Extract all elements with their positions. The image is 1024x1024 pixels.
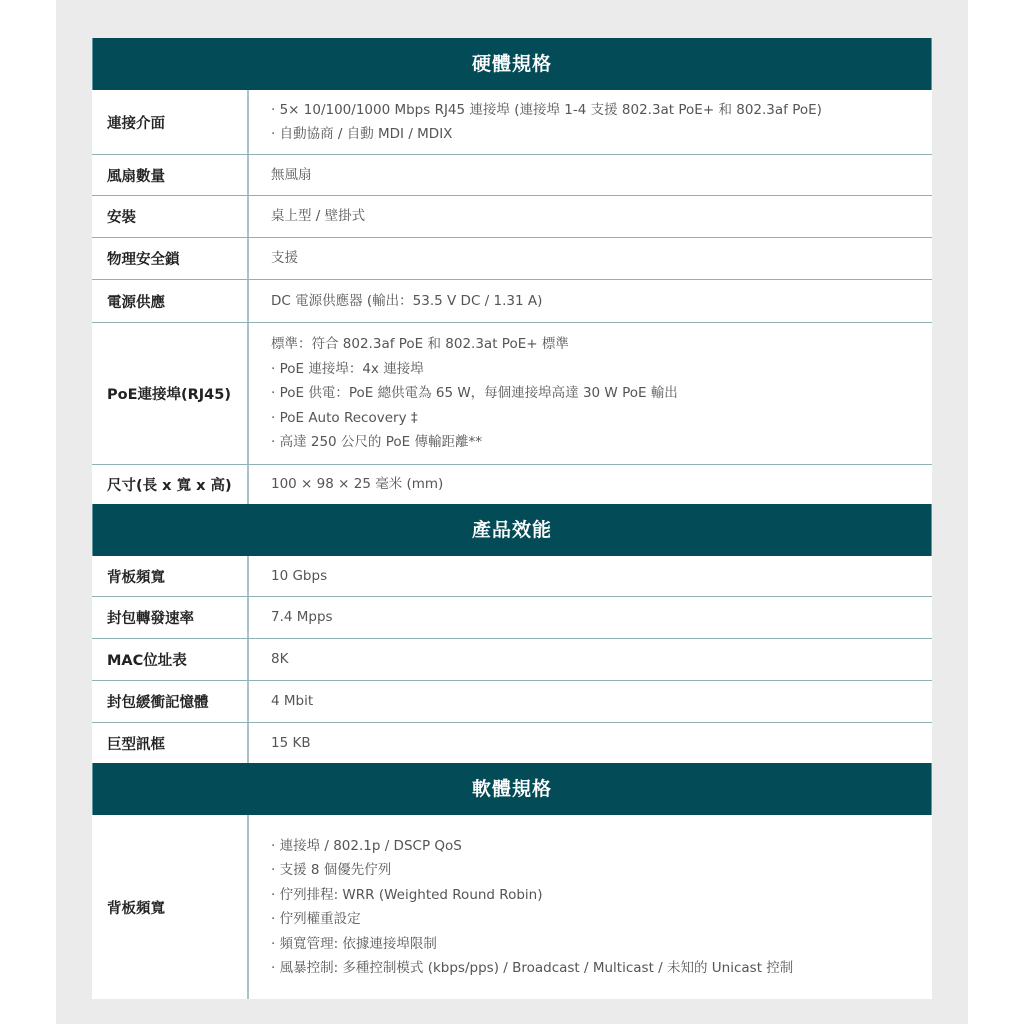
value-line: · PoE 供電：PoE 總供電為 65 W，每個連接埠高達 30 W PoE 輸出 (271, 385, 678, 402)
value-line: DC 電源供應器 (輸出：53.5 V DC / 1.31 A) (271, 292, 543, 309)
section-header-hardware: 硬體規格 (92, 38, 932, 90)
value-line: · 佇列排程: WRR (Weighted Round Robin) (271, 886, 543, 903)
value-line: 8K (271, 651, 289, 668)
value-line: · 佇列權重設定 (271, 911, 361, 927)
table-row-poe (92, 323, 932, 465)
section-header-software: 軟體規格 (92, 763, 932, 815)
value-line: 標準：符合 802.3af PoE 和 802.3at PoE+ 標準 (271, 336, 569, 353)
value-line: 100 × 98 × 25 毫米 (mm) (271, 476, 444, 493)
row-label: 風扇數量 (92, 155, 249, 195)
value-line: 15 KB (271, 734, 311, 751)
value-line: · 支援 8 個優先佇列 (271, 862, 392, 878)
value-line: · PoE 連接埠：4x 連接埠 (271, 360, 424, 377)
value-line: 無風扇 (271, 166, 312, 183)
value-line: 支援 (271, 250, 298, 267)
table-row-fans (92, 155, 932, 196)
value-line: · 高達 250 公尺的 PoE 傳輸距離** (271, 434, 482, 451)
row-value (249, 465, 932, 504)
row-label: 封包轉發速率 (92, 597, 249, 638)
table-row-jumbo-frame (92, 723, 932, 763)
value-line: · PoE Auto Recovery ‡ (271, 409, 418, 426)
row-value (249, 323, 932, 464)
row-label: 物理安全鎖 (92, 238, 249, 279)
row-value (249, 238, 932, 279)
row-value (249, 597, 932, 638)
section-header-performance: 產品效能 (92, 504, 932, 556)
row-value (249, 815, 932, 999)
value-line: · 風暴控制: 多種控制模式 (kbps/pps) / Broadcast / Multicast / 未知的 Unicast 控制 (271, 960, 794, 976)
row-label: 連接介面 (92, 90, 249, 154)
table-row-forwarding-rate (92, 597, 932, 639)
row-value (249, 681, 932, 722)
table-row-interface (92, 90, 932, 155)
value-line: · 自動協商 / 自動 MDI / MDIX (271, 126, 453, 142)
table-row-mounting (92, 196, 932, 238)
table-row-mac-table (92, 639, 932, 681)
row-value (249, 90, 932, 154)
table-row-packet-buffer (92, 681, 932, 723)
spec-table (92, 38, 932, 999)
row-value (249, 196, 932, 237)
value-line: · 頻寬管理: 依據連接埠限制 (271, 935, 437, 952)
row-label: 電源供應 (92, 280, 249, 322)
row-label: 背板頻寬 (92, 815, 249, 999)
row-label: 巨型訊框 (92, 723, 249, 763)
row-value (249, 155, 932, 195)
value-line: 10 Gbps (271, 567, 328, 584)
row-label: 尺寸(長 x 寬 x 高) (92, 465, 249, 504)
value-line: · 5× 10/100/1000 Mbps RJ45 連接埠 (連接埠 1-4 支援 802.3at PoE+ 和 802.3af PoE) (271, 101, 822, 118)
value-line: 4 Mbit (271, 693, 314, 710)
table-row-security-lock (92, 238, 932, 280)
row-value (249, 556, 932, 596)
row-label: PoE連接埠(RJ45) (92, 323, 249, 464)
row-value (249, 723, 932, 763)
table-row-qos (92, 815, 932, 999)
row-label: MAC位址表 (92, 639, 249, 680)
table-row-power (92, 280, 932, 323)
value-line: · 連接埠 / 802.1p / DSCP QoS (271, 837, 462, 854)
value-line: 7.4 Mpps (271, 609, 333, 626)
row-value (249, 639, 932, 680)
row-value (249, 280, 932, 322)
row-label: 背板頻寬 (92, 556, 249, 596)
row-label: 安裝 (92, 196, 249, 237)
table-row-backplane (92, 556, 932, 597)
row-label: 封包緩衝記憶體 (92, 681, 249, 722)
value-line: 桌上型 / 壁掛式 (271, 208, 366, 225)
table-row-dimensions (92, 465, 932, 504)
